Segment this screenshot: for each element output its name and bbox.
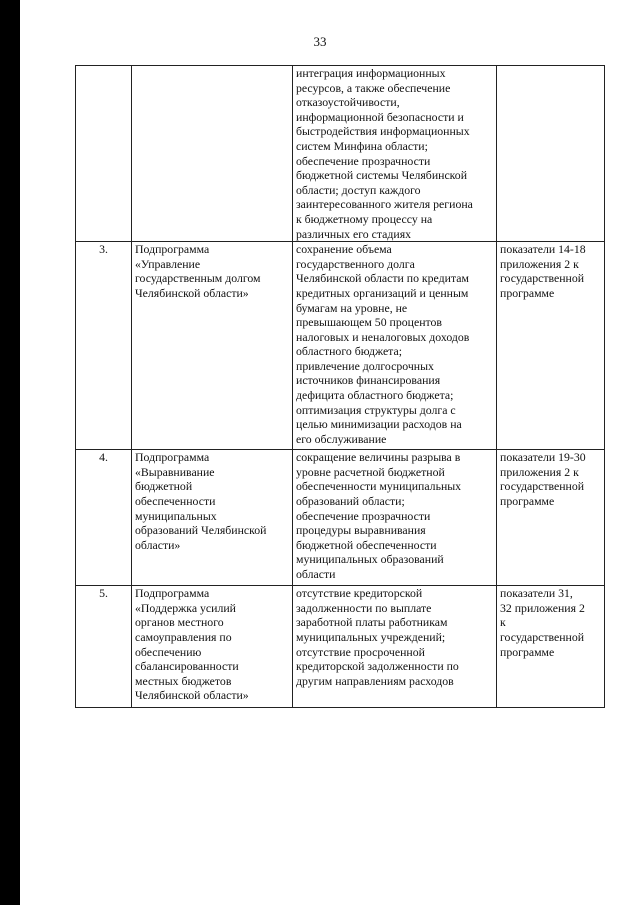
program-table [75, 65, 605, 708]
subprogram-name [132, 66, 293, 242]
subprogram-tasks: интеграция информационных ресурсов, а также обеспечение отказоустойчивости, информационной безопасности и быстродействия информационных систем Минфина области; обеспечение прозрачности бюджетной системы Челябинской области; доступ каждого заинтересованного жителя региона к бюджетному процессу на различных его стадиях [293, 66, 497, 242]
row-number [76, 66, 132, 242]
subprogram-tasks: сокращение величины разрыва в уровне расчетной бюджетной обеспеченности муниципальных образований области; обеспечение прозрачности процедуры выравнивания бюджетной обеспеченности муниципальных образований области [293, 450, 497, 586]
table-row [76, 450, 605, 586]
row-number: 4. [76, 450, 132, 586]
subprogram-name: Подпрограмма «Поддержка усилий органов местного самоуправления по обеспечению сбалансированности местных бюджетов Челябинской области» [132, 586, 293, 708]
table-row [76, 66, 605, 242]
subprogram-name: Подпрограмма «Управление государственным долгом Челябинской области» [132, 242, 293, 450]
subprogram-name: Подпрограмма «Выравнивание бюджетной обеспеченности муниципальных образований Челябинской области» [132, 450, 293, 586]
subprogram-indicators: показатели 14-18 приложения 2 к государственной программе [497, 242, 605, 450]
table-row [76, 586, 605, 708]
subprogram-indicators: показатели 19-30 приложения 2 к государственной программе [497, 450, 605, 586]
table-row [76, 242, 605, 450]
page-number: 33 [313, 34, 327, 49]
row-number: 5. [76, 586, 132, 708]
subprogram-tasks: сохранение объема государственного долга Челябинской области по кредитам кредитных организаций и ценным бумагам на уровне, не превышающем 50 процентов налоговых и неналоговых доходов областного бюджета; привлечение долгосрочных источников финансирования дефицита областного бюджета; оптимизация структуры долга с целью минимизации расходов на его обслуживание [293, 242, 497, 450]
scan-edge [0, 0, 20, 905]
subprogram-indicators: показатели 31, 32 приложения 2 к государственной программе [497, 586, 605, 708]
subprogram-indicators [497, 66, 605, 242]
row-number: 3. [76, 242, 132, 450]
subprogram-tasks: отсутствие кредиторской задолженности по выплате заработной платы работникам муниципальных учреждений; отсутствие просроченной кредиторской задолженности по другим направлениям расходов [293, 586, 497, 708]
